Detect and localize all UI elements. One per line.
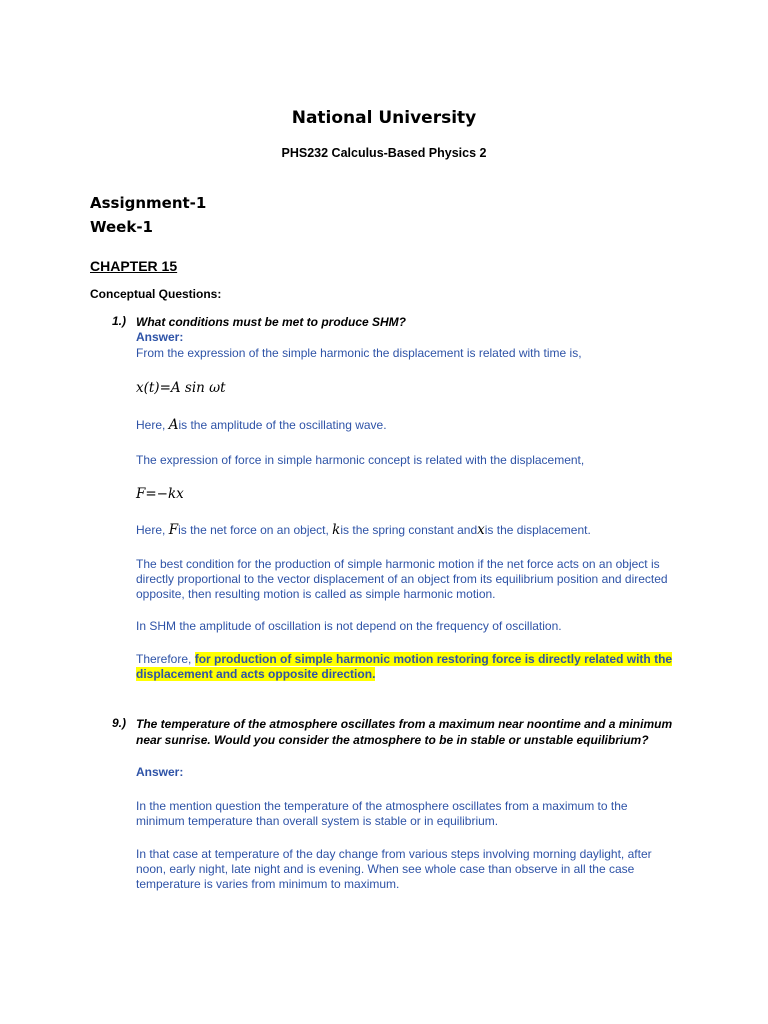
conclusion-highlight: for production of simple harmonic motion restoring force is directly related with the displacement and acts opposite direction	[136, 652, 673, 681]
question-1-paragraph-1: From the expression of the simple harmonic the displacement is related with time is,	[136, 346, 582, 360]
p4-mid-1: is the net force on an object,	[178, 523, 329, 537]
equation-displacement: x(t)=A sin ωt	[136, 380, 226, 396]
var-x: x	[477, 522, 485, 538]
p4-prefix: Here,	[136, 523, 166, 537]
chapter-heading: CHAPTER 15	[90, 258, 178, 274]
question-1-paragraph-3: The expression of force in simple harmonic concept is related with the displacement,	[136, 453, 585, 467]
question-9-paragraph-1: In the mention question the temperature of the atmosphere oscillates from a maximum to the minimum temperature than overall system is stable or in equilibrium.	[136, 799, 628, 828]
var-f: F	[168, 522, 179, 538]
question-9-paragraph-2: In that case at temperature of the day change from various steps involving morning daylight, after noon, early night, late night and is evening. When see whole case than observe in all the case temperature is varies from minimum to maximum.	[136, 847, 652, 891]
university-title: National University	[291, 108, 477, 128]
question-1-text: What conditions must be met to produce SHM?	[136, 315, 406, 329]
question-1-paragraph-6: In SHM the amplitude of oscillation is not depend on the frequency of oscillation.	[136, 619, 562, 633]
question-1-answer-label: Answer:	[136, 330, 184, 344]
p4-mid-2: is the spring constant and	[340, 523, 478, 537]
question-9-text: The temperature of the atmosphere oscillates from a maximum near noontime and a minimum near sunrise. Would you consider the atmosphere to be in stable or unstable equilibrium?	[136, 717, 673, 747]
question-1-paragraph-2	[136, 418, 692, 433]
question-9-answer-label: Answer:	[136, 765, 184, 779]
assignment-label: Assignment-1	[90, 194, 207, 212]
conclusion-prefix: Therefore,	[136, 652, 192, 666]
p2-prefix: Here,	[136, 418, 166, 432]
question-9-number: 9.)	[112, 716, 127, 730]
p2-suffix: is the amplitude of the oscillating wave.	[178, 418, 387, 432]
section-heading: Conceptual Questions:	[90, 287, 222, 301]
question-1-conclusion: Therefore, for production of simple harmonic motion restoring force is directly related with the displacement and acts opposite direction.	[136, 652, 673, 681]
var-a: A	[168, 417, 179, 433]
week-label: Week-1	[90, 218, 153, 236]
equation-force: F=−kx	[136, 486, 184, 502]
course-title: PHS232 Calculus-Based Physics 2	[281, 146, 487, 160]
p4-suffix: is the displacement.	[484, 523, 591, 537]
question-1-number: 1.)	[112, 314, 127, 328]
question-1-paragraph-4	[136, 523, 692, 538]
var-k: k	[332, 522, 341, 538]
question-1-paragraph-5: The best condition for the production of simple harmonic motion if the net force acts on an object is directly proportional to the vector displacement of an object from its equilibrium position and directed opposite, then resulting motion is called as simple harmonic motion.	[136, 557, 668, 601]
